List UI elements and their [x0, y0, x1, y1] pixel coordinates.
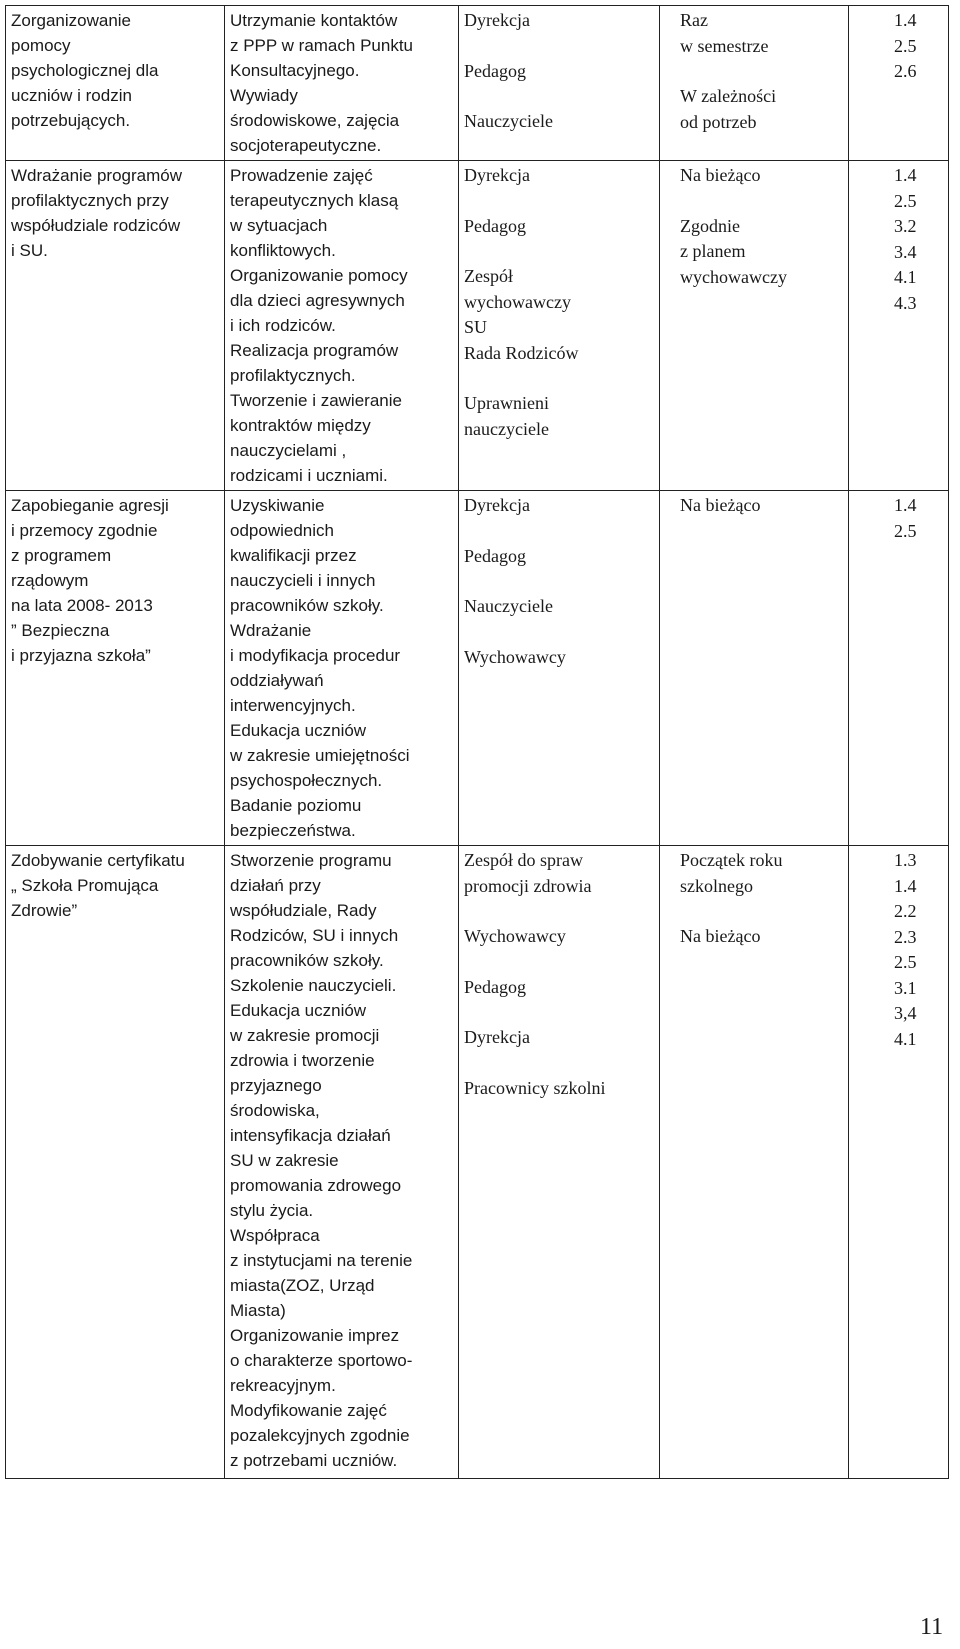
cell-line: Dyrekcja: [464, 10, 530, 30]
cell-line: Nauczyciele: [464, 596, 553, 616]
cell-line: z instytucjami na terenie: [230, 1251, 413, 1270]
cell-line: Zespół do spraw: [464, 850, 583, 870]
cell-line: przyjaznego: [230, 1076, 322, 1095]
cell-line: w sytuacjach: [230, 216, 328, 235]
cell-line: kontraktów między: [230, 416, 371, 435]
cell-line: 2.3: [894, 926, 917, 947]
cell-line: Konsultacyjnego.: [230, 61, 360, 80]
cell-line: SU w zakresie: [230, 1151, 339, 1170]
cell-line: Realizacja programów: [230, 341, 399, 360]
blank-line: [464, 84, 654, 109]
cell-line: intensyfikacja działań: [230, 1126, 391, 1145]
cell-line: uczniów i rodzin: [11, 86, 132, 105]
blank-line: [464, 1051, 654, 1076]
cell-line: Badanie poziomu: [230, 796, 362, 815]
tasks-cell: [849, 6, 949, 161]
cell-line: socjoterapeutyczne.: [230, 136, 382, 155]
cell-line: miasta(ZOZ, Urząd: [230, 1276, 375, 1295]
cell-line: Uprawnieni: [464, 393, 549, 413]
blank-line: [680, 59, 843, 84]
responsible-cell: [459, 846, 660, 1479]
cell-line: rodzicami i uczniami.: [230, 466, 388, 485]
responsible-cell: [459, 491, 660, 846]
cell-line: Prowadzenie zajęć: [230, 166, 373, 185]
cell-line: i SU.: [11, 241, 48, 260]
cell-line: nauczyciele: [464, 418, 549, 439]
cell-line: rekreacyjnym.: [230, 1376, 336, 1395]
cell-line: 1.3: [894, 850, 917, 870]
cell-line: Na bieżąco: [680, 926, 761, 946]
cell-line: Organizowanie imprez: [230, 1326, 400, 1345]
cell-line: 2.2: [894, 901, 917, 921]
cell-line: współudziale rodziców: [11, 216, 181, 235]
cell-line: dla dzieci agresywnych: [230, 291, 405, 310]
cell-line: Raz: [680, 10, 708, 30]
cell-line: psychospołecznych.: [230, 771, 383, 790]
blank-line: [464, 620, 654, 645]
cell-line: 3,4: [894, 1003, 917, 1023]
cell-line: Modyfikowanie zajęć: [230, 1401, 387, 1420]
cell-line: o charakterze sportowo-: [230, 1351, 413, 1370]
cell-line: stylu życia.: [230, 1201, 314, 1220]
cell-line: Rodziców, SU i innych: [230, 926, 399, 945]
cell-line: Rada Rodziców: [464, 342, 579, 363]
cell-line: Pedagog: [464, 60, 526, 81]
cell-line: Pedagog: [464, 545, 526, 566]
cell-line: zdrowia i tworzenie: [230, 1051, 375, 1070]
cell-line: i przemocy zgodnie: [11, 521, 158, 540]
cell-line: 2.5: [894, 35, 917, 56]
cell-line: Pracownicy szkolni: [464, 1077, 606, 1098]
blank-line: [464, 569, 654, 594]
activities-cell: [225, 6, 459, 161]
cell-line: Utrzymanie kontaktów: [230, 11, 398, 30]
cell-line: psychologicznej dla: [11, 61, 159, 80]
term-cell: [660, 161, 849, 491]
cell-line: z programem: [11, 546, 112, 565]
cell-line: oddziaływań: [230, 671, 324, 690]
cell-line: i modyfikacja procedur: [230, 646, 401, 665]
cell-line: 4.1: [894, 267, 917, 287]
cell-line: profilaktycznych przy: [11, 191, 169, 210]
cell-line: Stworzenie programu: [230, 851, 392, 870]
cell-line: z potrzebami uczniów.: [230, 1451, 398, 1470]
cell-line: w zakresie umiejętności: [230, 746, 410, 765]
cell-line: w zakresie promocji: [230, 1026, 380, 1045]
cell-line: Wdrażanie: [230, 621, 312, 640]
cell-line: ” Bezpieczna: [11, 621, 110, 640]
cell-line: Wywiady: [230, 86, 298, 105]
table-row: [6, 491, 949, 846]
cell-line: pracowników szkoły.: [230, 951, 384, 970]
cell-line: Na bieżąco: [680, 495, 761, 515]
cell-line: Dyrekcja: [464, 1027, 530, 1047]
cell-line: środowiska,: [230, 1101, 320, 1120]
cell-line: 2.5: [894, 520, 917, 541]
cell-line: Zgodnie: [680, 215, 740, 236]
goal-cell: [6, 491, 225, 846]
page-number: 11: [920, 1614, 944, 1640]
cell-line: 3.2: [894, 216, 917, 236]
tasks-cell: [849, 846, 949, 1479]
goal-cell: [6, 6, 225, 161]
cell-line: Wychowawcy: [464, 646, 566, 667]
cell-line: nauczycielami ,: [230, 441, 347, 460]
cell-line: działań przy: [230, 876, 321, 895]
cell-line: 2.5: [894, 952, 917, 972]
cell-line: Edukacja uczniów: [230, 1001, 367, 1020]
cell-line: z PPP w ramach Punktu: [230, 36, 413, 55]
cell-line: Organizowanie pomocy: [230, 266, 408, 285]
blank-line: [464, 366, 654, 391]
blank-line: [464, 239, 654, 264]
table-row: [6, 846, 949, 1479]
cell-line: Zdrowie”: [11, 901, 78, 920]
cell-line: rządowym: [11, 571, 89, 590]
cell-line: Uzyskiwanie: [230, 496, 325, 515]
cell-line: 2.6: [894, 61, 917, 81]
cell-line: 2.5: [894, 190, 917, 211]
tasks-cell: [849, 491, 949, 846]
cell-line: promocji zdrowia: [464, 875, 592, 896]
cell-line: 1.4: [894, 165, 917, 185]
cell-line: 1.4: [894, 10, 917, 30]
tasks-cell: [849, 161, 949, 491]
cell-line: od potrzeb: [680, 111, 757, 132]
cell-line: bezpieczeństwa.: [230, 821, 356, 840]
cell-line: kwalifikacji przez: [230, 546, 357, 565]
term-cell: [660, 846, 849, 1479]
cell-line: Współpraca: [230, 1226, 320, 1245]
cell-line: pozalekcyjnych zgodnie: [230, 1426, 410, 1445]
blank-line: [464, 189, 654, 214]
responsible-cell: [459, 161, 660, 491]
cell-line: terapeutycznych klasą: [230, 191, 399, 210]
cell-line: Tworzenie i zawieranie: [230, 391, 402, 410]
cell-line: środowiskowe, zajęcia: [230, 111, 400, 130]
cell-line: Pedagog: [464, 976, 526, 997]
cell-line: Zorganizowanie: [11, 11, 132, 30]
cell-line: Na bieżąco: [680, 165, 761, 185]
blank-line: [464, 1000, 654, 1025]
goal-cell: [6, 161, 225, 491]
responsible-cell: [459, 6, 660, 161]
cell-line: szkolnego: [680, 875, 753, 896]
cell-line: Edukacja uczniów: [230, 721, 367, 740]
cell-line: W zależności: [680, 86, 777, 106]
cell-line: współudziale, Rady: [230, 901, 377, 920]
cell-line: Nauczyciele: [464, 111, 553, 131]
blank-line: [680, 189, 843, 214]
table-row: [6, 161, 949, 491]
cell-line: 1.4: [894, 495, 917, 515]
cell-line: pracowników szkoły.: [230, 596, 384, 615]
cell-line: wychowawczy: [464, 291, 571, 312]
cell-line: 4.3: [894, 292, 917, 313]
blank-line: [464, 34, 654, 59]
cell-line: Szkolenie nauczycieli.: [230, 976, 397, 995]
plan-table: [5, 5, 949, 1479]
cell-line: konfliktowych.: [230, 241, 336, 260]
cell-line: Wychowawcy: [464, 926, 566, 946]
cell-line: pomocy: [11, 36, 71, 55]
cell-line: i przyjazna szkoła”: [11, 646, 151, 665]
activities-cell: [225, 491, 459, 846]
cell-line: i ich rodziców.: [230, 316, 336, 335]
cell-line: na lata 2008- 2013: [11, 596, 153, 615]
cell-line: Miasta): [230, 1301, 286, 1320]
term-cell: [660, 491, 849, 846]
cell-line: z planem: [680, 241, 746, 261]
cell-line: Dyrekcja: [464, 495, 530, 515]
blank-line: [464, 519, 654, 544]
cell-line: profilaktycznych.: [230, 366, 356, 385]
cell-line: odpowiednich: [230, 521, 334, 540]
cell-line: 3.1: [894, 977, 917, 998]
cell-line: Zespół: [464, 266, 513, 286]
cell-line: Wdrażanie programów: [11, 166, 183, 185]
cell-line: Zapobieganie agresji: [11, 496, 169, 515]
cell-line: 1.4: [894, 875, 917, 896]
cell-line: potrzebujących.: [11, 111, 131, 130]
blank-line: [464, 899, 654, 924]
term-cell: [660, 6, 849, 161]
goal-cell: [6, 846, 225, 1479]
blank-line: [680, 899, 843, 924]
cell-line: Początek roku: [680, 850, 783, 870]
cell-line: SU: [464, 317, 488, 337]
cell-line: Pedagog: [464, 215, 526, 236]
blank-line: [464, 950, 654, 975]
activities-cell: [225, 161, 459, 491]
cell-line: Zdobywanie certyfikatu: [11, 851, 185, 870]
cell-line: w semestrze: [680, 35, 769, 56]
cell-line: promowania zdrowego: [230, 1176, 402, 1195]
cell-line: 3.4: [894, 241, 917, 262]
cell-line: Dyrekcja: [464, 165, 530, 185]
cell-line: „ Szkoła Promująca: [11, 876, 159, 895]
cell-line: interwencyjnych.: [230, 696, 356, 715]
cell-line: wychowawczy: [680, 266, 787, 287]
activities-cell: [225, 846, 459, 1479]
cell-line: nauczycieli i innych: [230, 571, 376, 590]
cell-line: 4.1: [894, 1028, 917, 1049]
table-row: [6, 6, 949, 161]
